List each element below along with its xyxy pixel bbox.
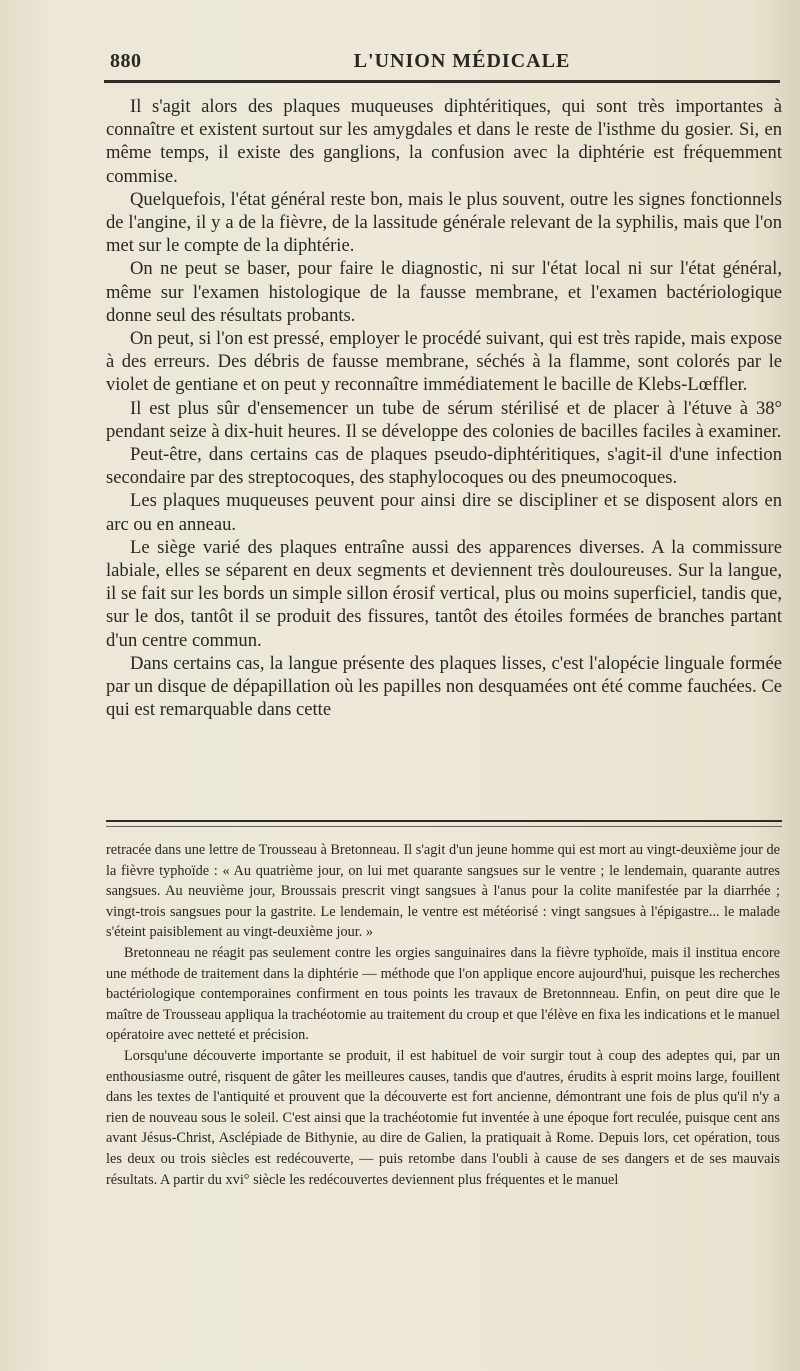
body-paragraph: Le siège varié des plaques entraîne aussi des apparences diverses. A la commissure labiale, elles se séparent en deux segments et deviennent très douloureuses. Sur la langue, il se fait sur les bords un simple sillon érosif vertical, plus ou moins superficiel, tandis que, sur le dos, tantôt il se produit des fissures, tantôt des étoiles formées de branches partant d'un centre commun. [106, 536, 782, 651]
footnote-paragraph: Bretonneau ne réagit pas seulement contre les orgies sanguinaires dans la fièvre typhoïde, mais il institua encore une méthode de traitement dans la diphtérie — méthode que l'on applique encore aujourd'hui, puisque les recherches bactériologique contemporaines confirment en tous points les travaux de Bretonnneau. Enfin, on peut dire que le maître de Trousseau appliqua la trachéotomie au traitement du croup et que l'élève en fixa les indications et le manuel opératoire avec netteté et précision. [106, 944, 780, 1044]
body-paragraph: On ne peut se baser, pour faire le diagnostic, ni sur l'état local ni sur l'état général, même sur l'examen histologique de la fausse membrane, et l'examen bactériologique donne seul des résultats probants. [106, 258, 782, 326]
body-paragraph: Quelquefois, l'état général reste bon, mais le plus souvent, outre les signes fonctionnels de l'angine, il y a de la fièvre, de la lassitude générale relevant de la syphilis, mais que l'on met sur le compte de la diphtérie. [106, 188, 782, 257]
footnote-rule-thin [106, 826, 782, 827]
footnotes [106, 840, 780, 1190]
main-text [106, 95, 782, 721]
body-paragraph: On peut, si l'on est pressé, employer le procédé suivant, qui est très rapide, mais expose à des erreurs. Des débris de fausse membrane, séchés à la flamme, sont colorés par le violet de gentiane et on peut y reconnaître immédiatement le bacille de Klebs-Lœffler. [106, 328, 782, 396]
footnote-continuation: retracée dans une lettre de Trousseau à Bretonneau. Il s'agit d'un jeune homme qui est mort au vingt-deuxième jour de la fièvre typhoïde : « Au quatrième jour, on lui met quarante sangsues sur le ventre ; le lendemain, quarante autres sangsues. Au neuvième jour, Broussais prescrit vingt sangsues à l'anus pour la colite manifestée par la diarrhée ; vingt-trois sangsues pour la gastrite. Le lendemain, le ventre est météorisé : vingt sangsues à l'épigastre... le malade s'éteint paisiblement au vingt-deuxième jour. » [106, 842, 780, 941]
footnote-rule [106, 820, 782, 822]
footnote-paragraph: Lorsqu'une découverte importante se produit, il est habituel de voir surgir tout à coup des adeptes qui, par un enthousiasme outré, risquent de gâter les meilleures causes, tandis que d'autres, érudits à esprit moins large, fouillent dans les textes de l'antiquité et prouvent que la découverte est fort ancienne, démontrant une fois de plus qu'il n'y a rien de nouveau sous le soleil. C'est ainsi que la trachéotomie fut inventée à une époque fort reculée, puisque cent ans avant Jésus-Christ, Asclépiade de Bithynie, au dire de Galien, la pratiquait à Rome. Depuis lors, cet opération, tous les deux ou trois siècles est redécouverte, — puis retombe dans l'oubli à cause de ses dangers et de ses mauvais résultats. A partir du xvi° siècle les redécouvertes deviennent plus fréquentes et le manuel [106, 1047, 780, 1188]
body-paragraph: Il s'agit alors des plaques muqueuses diphtéritiques, qui sont très importantes à connaître et existent surtout sur les amygdales et dans le reste de l'isthme du gosier. Si, en même temps, il existe des ganglions, la confusion avec la diphtérie est fréquemment commise. [106, 96, 782, 187]
body-paragraph: Il est plus sûr d'ensemencer un tube de sérum stérilisé et de placer à l'étuve à 38° pendant seize à dix-huit heures. Il se développe des colonies de bacilles faciles à examiner. [106, 397, 782, 442]
running-title: L'UNION MÉDICALE [353, 50, 571, 72]
header-rule [104, 80, 780, 83]
page-number: 880 [110, 50, 142, 72]
body-paragraph: Les plaques muqueuses peuvent pour ainsi dire se discipliner et se disposent alors en arc ou en anneau. [106, 490, 782, 535]
body-paragraph: Dans certains cas, la langue présente des plaques lisses, c'est l'alopécie linguale formée par un disque de dépapillation où les papilles non desquamées ont été comme fauchées. Ce qui est remarquable dans cette [106, 652, 782, 721]
page-header [104, 46, 780, 80]
body-paragraph: Peut-être, dans certains cas de plaques pseudo-diphtéritiques, s'agit-il d'une infection secondaire par des streptocoques, des staphylocoques ou des pneumocoques. [106, 444, 782, 489]
